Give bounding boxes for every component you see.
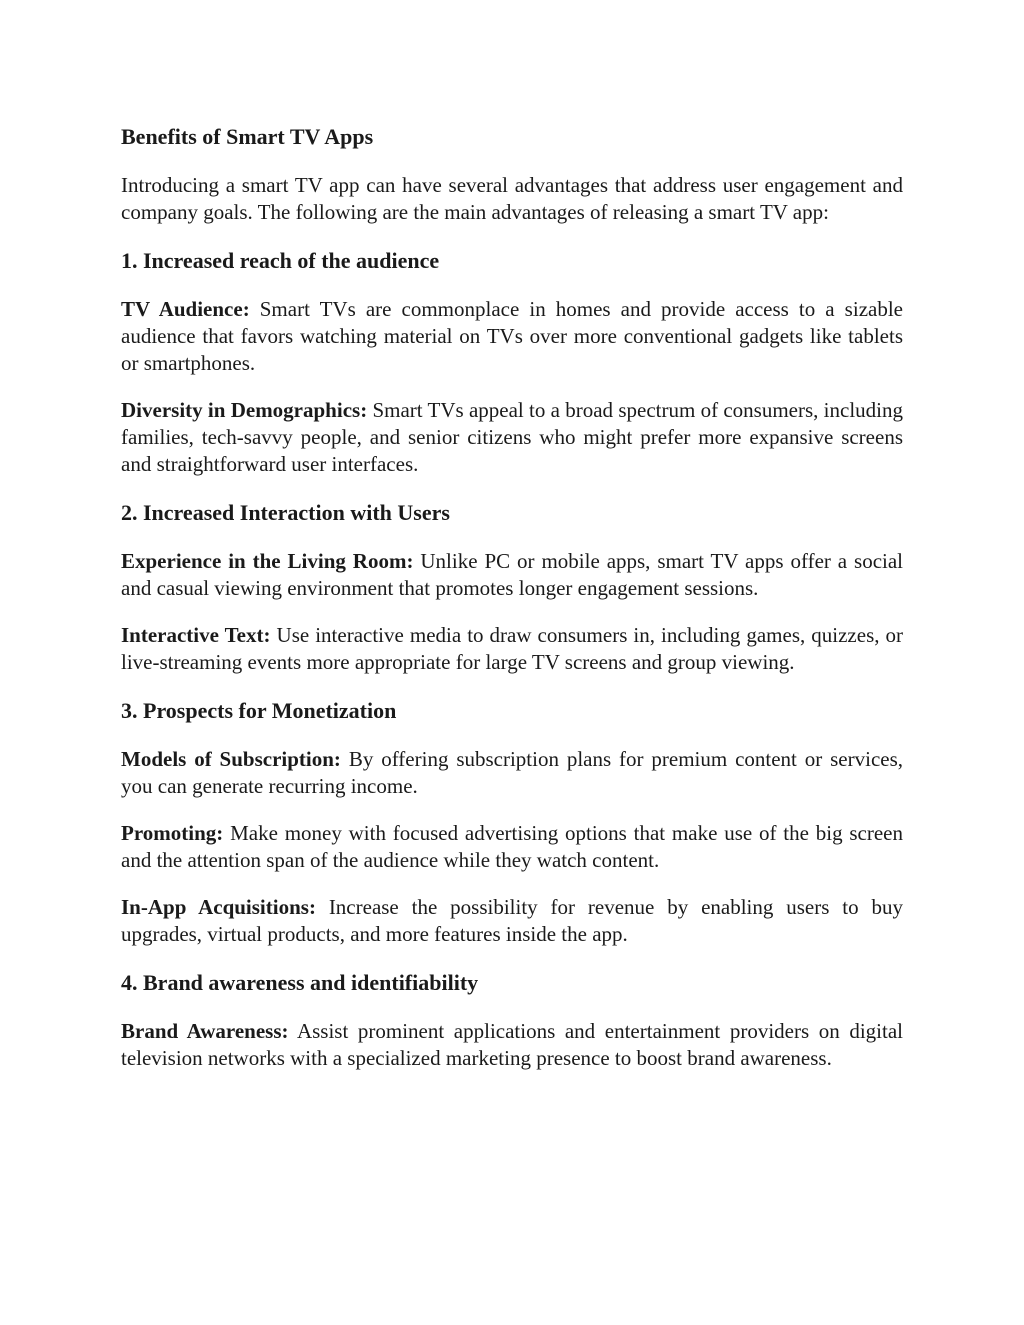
- term-description: Unlike PC or mobile apps, smart TV apps offer a social and casual viewing environment that promotes longer engagement sessions.: [121, 549, 904, 600]
- paragraph-living-room: [121, 548, 903, 602]
- page-title: Benefits of Smart TV Apps: [121, 124, 374, 149]
- term-description: Smart TVs appeal to a broad spectrum of consumers, including families, tech-savvy people, and senior citizens who might prefer more expansive screens and straightforward user interfaces.: [121, 398, 904, 476]
- term-label: Models of Subscription:: [121, 747, 341, 771]
- term-description: Use interactive media to draw consumers in, including games, quizzes, or live-streaming events more appropriate for large TV screens and group viewing.: [121, 623, 904, 674]
- paragraph-tv-audience: [121, 296, 903, 377]
- term-description: Make money with focused advertising options that make use of the big screen and the attention span of the audience while they watch content.: [121, 821, 904, 872]
- section-heading-audience-reach: 1. Increased reach of the audience: [121, 248, 440, 273]
- term-label: Promoting:: [121, 821, 224, 845]
- paragraph-in-app: [121, 894, 903, 948]
- term-label: Experience in the Living Room:: [121, 549, 414, 573]
- section-heading-monetization: 3. Prospects for Monetization: [121, 698, 397, 723]
- document-body: [121, 122, 903, 1072]
- term-label: Interactive Text:: [121, 623, 271, 647]
- term-description: Assist prominent applications and entertainment providers on digital television networks with a specialized marketing presence to boost brand awareness.: [121, 1019, 903, 1070]
- term-label: TV Audience:: [121, 297, 250, 321]
- paragraph-demographics: [121, 397, 903, 478]
- term-label: Brand Awareness:: [121, 1019, 289, 1043]
- term-description: Increase the possibility for revenue by enabling users to buy upgrades, virtual products, and more features inside the app.: [121, 895, 903, 946]
- paragraph-brand-awareness: [121, 1018, 903, 1072]
- term-label: Diversity in Demographics:: [121, 398, 368, 422]
- term-description: Smart TVs are commonplace in homes and provide access to a sizable audience that favors watching material on TVs over more conventional gadgets like tablets or smartphones.: [121, 297, 903, 375]
- term-description: By offering subscription plans for premium content or services, you can generate recurring income.: [121, 747, 904, 798]
- paragraph-interactive-text: [121, 622, 903, 676]
- intro-paragraph: Introducing a smart TV app can have several advantages that address user engagement and company goals. The following are the main advantages of releasing a smart TV app:: [121, 173, 903, 224]
- paragraph-promoting: [121, 820, 903, 874]
- paragraph-subscription: [121, 746, 903, 800]
- term-label: In-App Acquisitions:: [121, 895, 316, 919]
- section-heading-user-interaction: 2. Increased Interaction with Users: [121, 500, 450, 525]
- section-heading-brand-awareness: 4. Brand awareness and identifiability: [121, 970, 479, 995]
